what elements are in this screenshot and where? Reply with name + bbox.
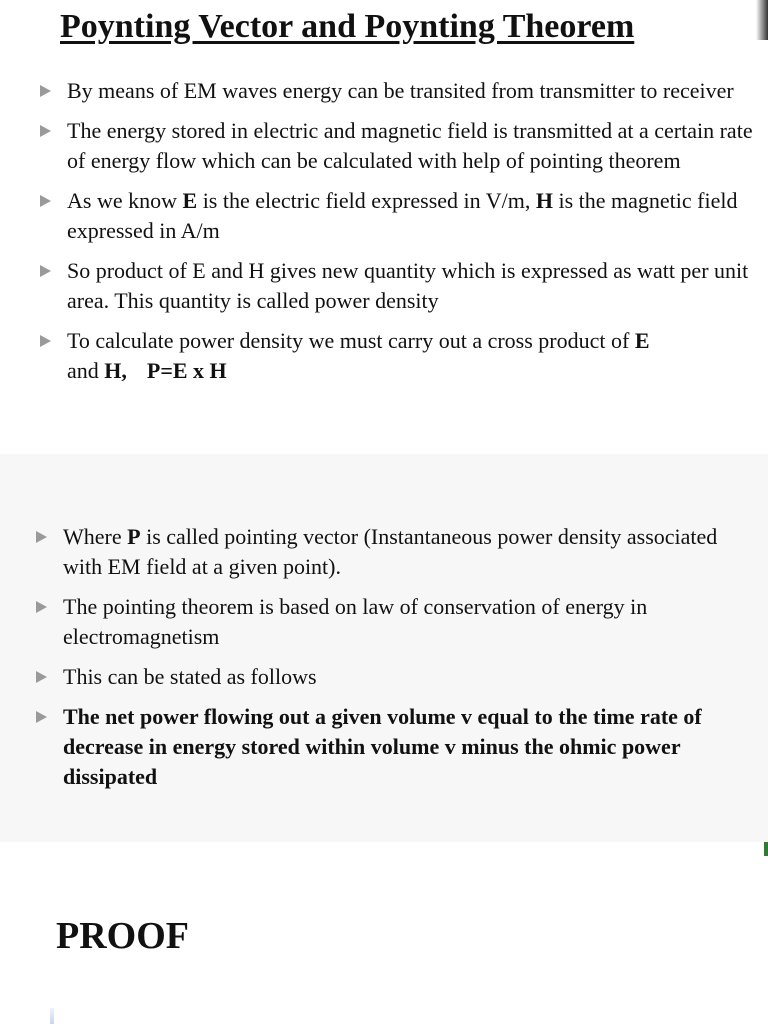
slide-2 — [0, 454, 768, 842]
list-item — [38, 116, 768, 176]
bullet-text: is the electric field expressed in V/m, — [197, 188, 536, 213]
triangle-bullet-icon — [40, 85, 51, 97]
list-item — [38, 326, 768, 386]
triangle-bullet-icon — [40, 335, 51, 347]
bullet-list — [38, 76, 768, 396]
symbol-p: P — [127, 524, 141, 549]
list-item — [38, 76, 768, 106]
triangle-bullet-icon — [36, 601, 47, 613]
list-item — [34, 522, 734, 582]
symbol-e: E — [634, 328, 650, 353]
bullet-text: Where — [63, 524, 128, 549]
list-item — [38, 256, 768, 316]
bullet-text: and — [67, 358, 105, 383]
bullet-text: The energy stored in electric and magnetic field is transmitted at a certain rate of energy flow which can be calculated with help of pointing theorem — [67, 118, 753, 173]
symbol-e: E — [182, 188, 198, 213]
slide-edge-mark — [50, 1008, 54, 1024]
slide-edge-shadow — [756, 0, 768, 40]
triangle-bullet-icon — [40, 195, 51, 207]
formula: P=E x H — [146, 358, 227, 383]
bullet-text: The pointing theorem is based on law of conservation of energy in electromagnetism — [63, 594, 648, 649]
bullet-text: This can be stated as follows — [63, 664, 317, 689]
list-item — [34, 592, 734, 652]
bullet-text: By means of EM waves energy can be transited from transmitter to receiver — [67, 78, 734, 103]
bullet-text: is called pointing vector (Instantaneous power density associated with EM field at a given point). — [63, 524, 718, 579]
slide-1 — [0, 0, 768, 454]
bullet-text: To calculate power density we must carry out a cross product of — [67, 328, 635, 353]
slide-title: Poynting Vector and Poynting Theorem — [60, 8, 635, 45]
triangle-bullet-icon — [40, 265, 51, 277]
slide-edge-accent — [764, 842, 768, 856]
triangle-bullet-icon — [40, 125, 51, 137]
list-item — [38, 186, 768, 246]
slide-3 — [0, 842, 768, 1024]
symbol-h: H — [535, 188, 553, 213]
bullet-text: So product of E and H gives new quantity which is expressed as watt per unit area. This quantity is called power density — [67, 258, 749, 313]
proof-heading: PROOF — [56, 915, 189, 957]
list-item — [34, 662, 734, 692]
list-item — [34, 702, 734, 792]
symbol-h: H, — [104, 358, 127, 383]
triangle-bullet-icon — [36, 711, 47, 723]
bullet-text: As we know — [67, 188, 183, 213]
triangle-bullet-icon — [36, 531, 47, 543]
bullet-list — [34, 522, 734, 802]
bullet-text: The net power flowing out a given volume v equal to the time rate of decrease in energy stored within volume v minus the ohmic power dissipated — [63, 704, 702, 789]
bullet-text: is the magnetic field expressed in A/m — [67, 188, 738, 243]
triangle-bullet-icon — [36, 671, 47, 683]
